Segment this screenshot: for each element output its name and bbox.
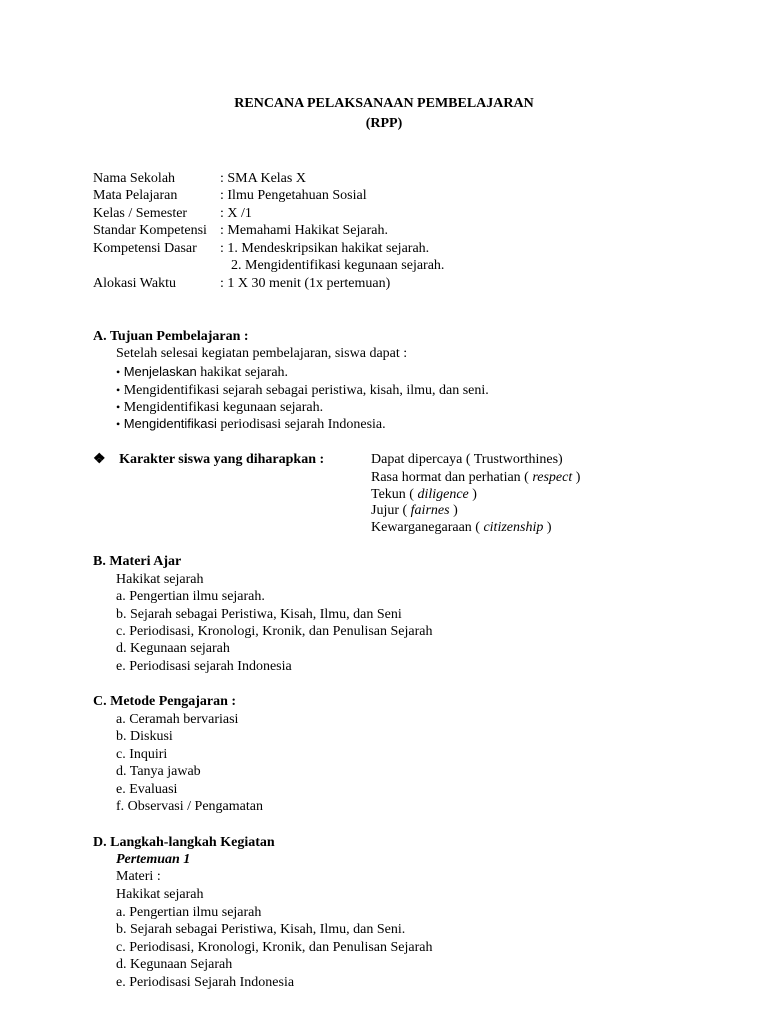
list-item: a. Ceramah bervariasi <box>116 712 239 727</box>
bullet-icon: • <box>116 400 121 414</box>
list-item: e. Periodisasi sejarah Indonesia <box>116 659 292 674</box>
list-item: e. Evaluasi <box>116 782 178 797</box>
identity-label: Alokasi Waktu <box>93 276 176 291</box>
bullet-icon: • <box>116 383 121 397</box>
list-item: b. Sejarah sebagai Peristiwa, Kisah, Ilmu, dan Seni. <box>116 922 406 937</box>
list-item: c. Periodisasi, Kronologi, Kronik, dan Penulisan Sejarah <box>116 940 433 955</box>
identity-label: Standar Kompetensi <box>93 223 207 238</box>
list-item: • Mengidentifikasi sejarah sebagai peristiwa, kisah, ilmu, dan seni. <box>116 383 489 398</box>
section-a-intro: Setelah selesai kegiatan pembelajaran, siswa dapat : <box>116 346 408 361</box>
list-item: Materi : <box>116 869 161 884</box>
section-d-subheading: Pertemuan 1 <box>116 852 191 867</box>
diamond-bullet-icon: ❖ <box>93 452 106 467</box>
identity-value: : Ilmu Pengetahuan Sosial <box>220 188 367 203</box>
list-item: d. Kegunaan sejarah <box>116 641 230 656</box>
list-item: c. Inquiri <box>116 747 168 762</box>
list-item: b. Sejarah sebagai Peristiwa, Kisah, Ilmu, dan Seni <box>116 607 402 622</box>
bullet-icon: • <box>116 365 121 379</box>
identity-label: Kompetensi Dasar <box>93 241 197 256</box>
identity-label: Mata Pelajaran <box>93 188 178 203</box>
list-item: e. Periodisasi Sejarah Indonesia <box>116 975 295 990</box>
list-item: Hakikat sejarah <box>116 887 204 902</box>
karakter-item: Jujur ( fairnes ) <box>371 503 458 518</box>
bullet-icon: • <box>116 417 121 431</box>
identity-label: Nama Sekolah <box>93 171 176 186</box>
document-subtitle: (RPP) <box>365 116 403 131</box>
identity-value: 2. Mengidentifikasi kegunaan sejarah. <box>231 258 445 273</box>
karakter-item: Dapat dipercaya ( Trustworthines) <box>371 452 563 467</box>
list-item: d. Tanya jawab <box>116 764 201 779</box>
list-item: • Mengidentifikasi periodisasi sejarah Indonesia. <box>116 416 386 432</box>
list-item: • Menjelaskan hakikat sejarah. <box>116 364 289 380</box>
list-item: • Mengidentifikasi kegunaan sejarah. <box>116 400 324 415</box>
karakter-heading-row <box>93 451 324 469</box>
list-item: b. Diskusi <box>116 729 173 744</box>
identity-value: : SMA Kelas X <box>220 171 306 186</box>
section-b-heading: B. Materi Ajar <box>93 554 182 569</box>
section-c-heading: C. Metode Pengajaran : <box>93 694 237 709</box>
identity-value: : 1 X 30 menit (1x pertemuan) <box>220 276 391 291</box>
section-d-heading: D. Langkah-langkah Kegiatan <box>93 835 275 850</box>
list-item: f. Observasi / Pengamatan <box>116 799 263 814</box>
list-item: c. Periodisasi, Kronologi, Kronik, dan Penulisan Sejarah <box>116 624 433 639</box>
karakter-heading: Karakter siswa yang diharapkan : <box>119 452 325 467</box>
list-item: d. Kegunaan Sejarah <box>116 957 233 972</box>
list-item: a. Pengertian ilmu sejarah. <box>116 589 265 604</box>
section-a-heading: A. Tujuan Pembelajaran : <box>93 329 249 344</box>
identity-value: : X /1 <box>220 206 252 221</box>
karakter-item: Rasa hormat dan perhatian ( respect ) <box>371 470 581 485</box>
karakter-item: Kewarganegaraan ( citizenship ) <box>371 520 552 535</box>
identity-label: Kelas / Semester <box>93 206 188 221</box>
document-title: RENCANA PELAKSANAAN PEMBELAJARAN <box>234 96 534 111</box>
identity-value: : Memahami Hakikat Sejarah. <box>220 223 388 238</box>
list-item: Hakikat sejarah <box>116 572 204 587</box>
karakter-item: Tekun ( diligence ) <box>371 487 477 502</box>
list-item: a. Pengertian ilmu sejarah <box>116 905 262 920</box>
identity-value: : 1. Mendeskripsikan hakikat sejarah. <box>220 241 430 256</box>
